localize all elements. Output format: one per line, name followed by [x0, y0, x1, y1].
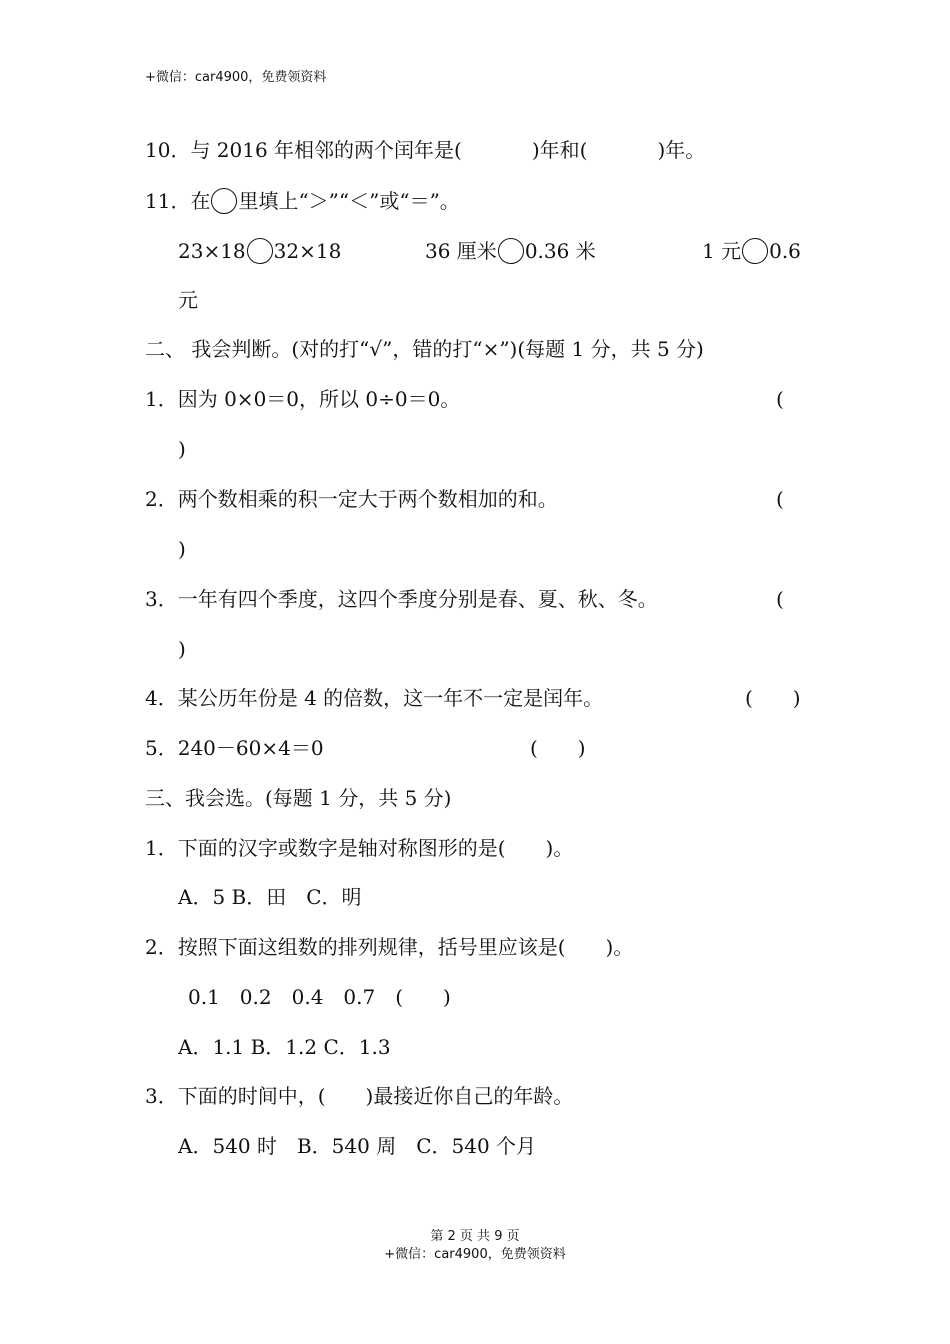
judge-item-1-close: ) [178, 437, 186, 461]
q11-item-right: 0.6 [769, 239, 801, 263]
section-3-title: 三、我会选。(每题 1 分，共 5 分) [145, 786, 452, 810]
judge-item-1-open: ( [776, 387, 784, 411]
q11-item-left: 1 元 [702, 239, 742, 263]
choice-2-options: A．1.1 B．1.2 C．1.3 [178, 1035, 391, 1059]
judge-item-4: 4．某公历年份是 4 的倍数，这一年不一定是闰年。 [145, 686, 604, 710]
judge-item-2: 2．两个数相乘的积一定大于两个数相加的和。 [145, 487, 558, 511]
q10-mid: )年和( [531, 138, 588, 162]
q11-item-1 [178, 238, 341, 264]
circle-icon [211, 188, 237, 214]
question-10 [145, 138, 705, 162]
q11-prefix: 11．在 [145, 189, 211, 213]
judge-item-5-paren: ( ) [530, 736, 586, 760]
circle-icon [742, 238, 768, 264]
judge-item-3-open: ( [776, 587, 784, 611]
q10-suffix: )年。 [657, 138, 706, 162]
q10-prefix: 10．与 2016 年相邻的两个闰年是( [145, 138, 462, 162]
judge-item-3-close: ) [178, 637, 186, 661]
circle-icon [247, 238, 273, 264]
footer-watermark: +微信：car4900，免费领资料 [384, 1247, 566, 1262]
judge-item-2-close: ) [178, 537, 186, 561]
choice-3-options: A．540 时 B．540 周 C．540 个月 [178, 1134, 537, 1158]
q11-wrap: 元 [178, 288, 198, 312]
choice-3-stem: 3．下面的时间中，( )最接近你自己的年龄。 [145, 1084, 574, 1108]
judge-item-2-open: ( [776, 487, 784, 511]
q11-item-left: 23×18 [178, 239, 246, 263]
judge-item-5: 5．240－60×4＝0 [145, 736, 324, 760]
header-watermark: +微信：car4900，免费领资料 [145, 70, 327, 85]
choice-1-stem: 1．下面的汉字或数字是轴对称图形的是( )。 [145, 836, 574, 860]
judge-item-1: 1．因为 0×0＝0，所以 0÷0＝0。 [145, 387, 461, 411]
judge-item-4-paren: ( ) [745, 686, 801, 710]
section-2-title: 二、 我会判断。(对的打“√”，错的打“×”)(每题 1 分，共 5 分) [145, 337, 704, 361]
footer-page-number: 第 2 页 共 9 页 [430, 1229, 520, 1244]
question-11 [145, 188, 460, 214]
choice-2-sequence: 0.1 0.2 0.4 0.7 ( ) [188, 985, 451, 1009]
q11-item-right: 32×18 [273, 239, 342, 263]
choice-2-stem: 2．按照下面这组数的排列规律，括号里应该是( )。 [145, 935, 634, 959]
q11-item-right: 0.36 米 [524, 239, 596, 263]
choice-1-options: A．5 B．田 C．明 [178, 885, 362, 909]
circle-icon [498, 238, 524, 264]
q11-item-3 [702, 238, 801, 264]
q11-suffix: 里填上“＞”“＜”或“＝”。 [238, 189, 460, 213]
judge-item-3: 3．一年有四个季度，这四个季度分别是春、夏、秋、冬。 [145, 587, 658, 611]
q11-item-left: 36 厘米 [425, 239, 497, 263]
q11-item-2 [425, 238, 596, 264]
